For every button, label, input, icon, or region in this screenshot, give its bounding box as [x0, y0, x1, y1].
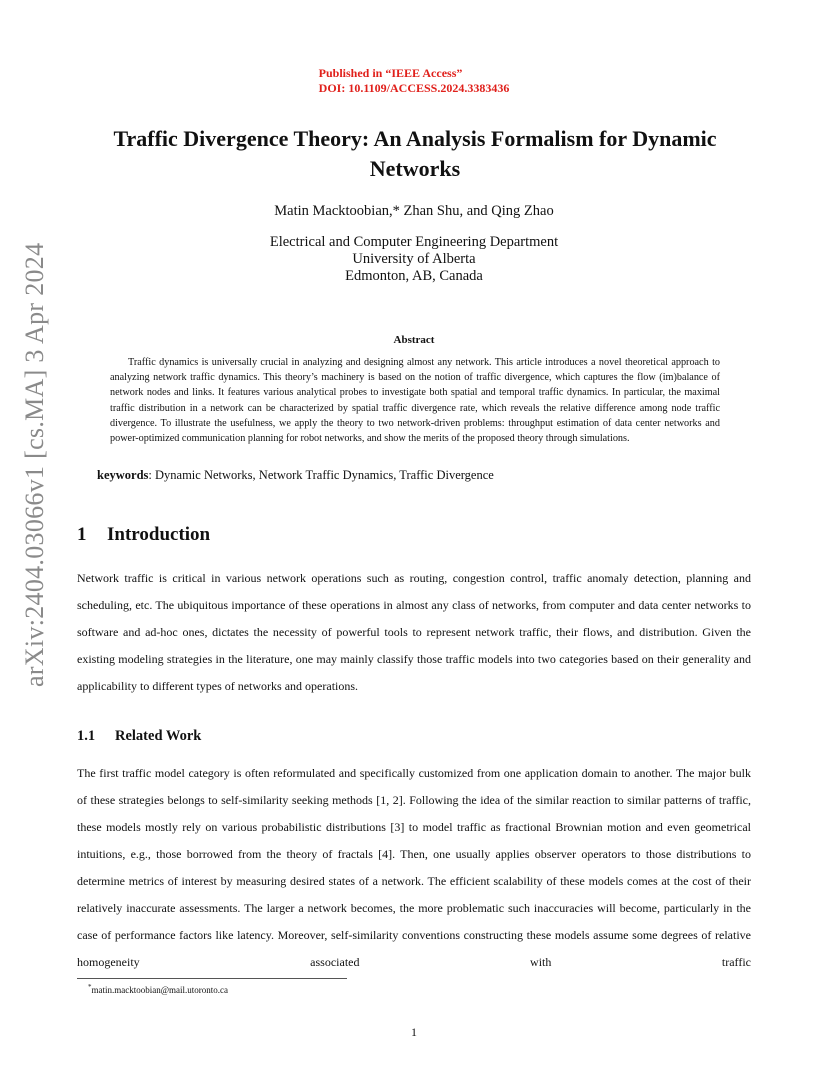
- section-heading-introduction: [77, 524, 210, 546]
- abstract-body: Traffic dynamics is universally crucial in analyzing and designing almost any network. This article introduces a novel theoretical approach to analyzing network traffic dynamics. This theory’s machinery is based on the notion of traffic divergence, which captures the flow (im)balance of network nodes and links. It features various analytical probes to investigate both spatial and temporal traffic dynamics. In particular, the maximal traffic distribution in a network can be characterized by spatial traffic divergence rate, which reveals the relative difference among node traffic divergence. To illustrate the usefulness, we apply the theory to two network-driven problems: throughput estimation of data center networks and power-optimized communication planning for robot networks, and show the merits of the proposed theory through simulations.: [110, 357, 720, 445]
- subsection-heading-related-work: [77, 728, 201, 745]
- abstract-heading: Abstract: [393, 334, 435, 346]
- footnote-marker: *: [88, 983, 92, 991]
- arxiv-sidebar-stamp: arXiv:2404.03066v1 [cs.MA] 3 Apr 2024: [20, 242, 49, 687]
- subsection-number: 1.1: [77, 728, 96, 744]
- affiliation-department: Electrical and Computer Engineering Department: [269, 234, 559, 250]
- footnote-divider: [77, 978, 347, 979]
- author-list: Matin Macktoobian,* Zhan Shu, and Qing Zhao: [274, 203, 554, 219]
- related-work-paragraph: The first traffic model category is often reformulated and specifically customized from one application domain to another. The major bulk of these strategies belongs to self-similarity seeking methods [1, 2]. Following the idea of the similar reaction to similar patterns of traffic, these models mostly rely on various probabilistic distributions [3] to model traffic as fractional Brownian motion and even geometrical intuitions, e.g., those borrowed from the theory of fractals [4]. Then, one usually applies observer operators to those distributions to determine metrics of interest by measuring desired states of a network. The efficient scalability of these models comes at the cost of their relatively inaccurate assessments. The larger a network becomes, the more problematic such inaccuracies will become, particularly in the case of performance factors like latency. Moreover, self-similarity conventions constructing these models assume some degrees of relative homogeneity associated with traffic: [77, 766, 751, 969]
- affiliation-university: University of Alberta: [352, 251, 476, 267]
- keywords-text: : Dynamic Networks, Network Traffic Dynamics, Traffic Divergence: [148, 468, 494, 482]
- keywords-line: [97, 468, 737, 483]
- affiliation: [0, 234, 828, 285]
- footnote: [88, 983, 228, 995]
- footnote-email: matin.macktoobian@mail.utoronto.ca: [91, 985, 229, 995]
- published-line: Published in “IEEE Access”: [318, 66, 463, 80]
- introduction-paragraph: Network traffic is critical in various network operations such as routing, congestion control, traffic anomaly detection, planning and scheduling, etc. The ubiquitous importance of these operations in almost any class of networks, from computer and data center networks to software and ad-hoc ones, dictates the necessity of powerful tools to represent network traffic, their flows, and distribution. Given the existing modeling strategies in the literature, one may mainly classify those traffic models into two categories based on their generality and applicability to different types of networks and operations.: [77, 571, 751, 693]
- page-number: 1: [411, 1025, 417, 1039]
- paper-title: Traffic Divergence Theory: An Analysis Formalism for Dynamic Networks: [113, 126, 717, 181]
- keywords-label: keywords: [97, 468, 149, 482]
- section-title: Introduction: [107, 524, 211, 545]
- publication-notice: [0, 66, 828, 96]
- affiliation-location: Edmonton, AB, Canada: [345, 268, 483, 284]
- subsection-title: Related Work: [115, 728, 202, 744]
- section-number: 1: [77, 524, 87, 545]
- doi-line: DOI: 10.1109/ACCESS.2024.3383436: [318, 81, 510, 95]
